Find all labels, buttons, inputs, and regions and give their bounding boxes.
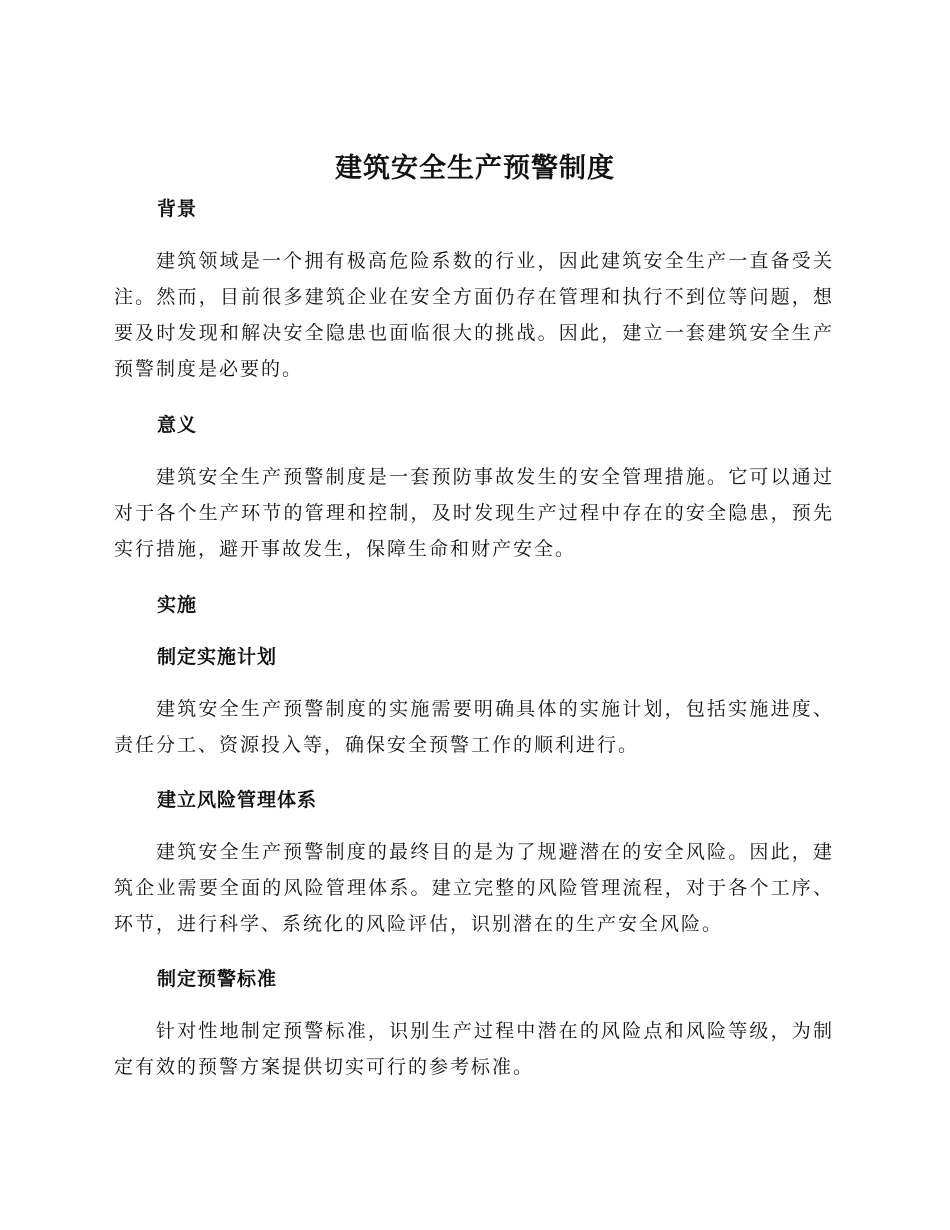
section-heading-background: 背景 (157, 198, 198, 220)
section-paragraph-significance: 建筑安全生产预警制度是一套预防事故发生的安全管理措施。它可以通过对于各个生产环节的管理和控制，及时发现生产过程中存在的安全隐患，预先实行措施，避开事故发生，保障生命和财产安全。 (114, 466, 834, 560)
section-paragraph-risk-management: 建筑安全生产预警制度的最终目的是为了规避潜在的安全风险。因此，建筑企业需要全面的风险管理体系。建立完整的风险管理流程，对于各个工序、环节，进行科学、系统化的风险评估，识别潜在的生产安全风险。 (114, 841, 834, 935)
section-heading-implementation: 实施 (157, 594, 198, 616)
section-paragraph-background: 建筑领域是一个拥有极高危险系数的行业，因此建筑安全生产一直备受关注。然而，目前很多建筑企业在安全方面仍存在管理和执行不到位等问题，想要及时发现和解决安全隐患也面临很大的挑战。因此，建立一套建筑安全生产预警制度是必要的。 (114, 250, 834, 380)
section-paragraph-implementation-plan: 建筑安全生产预警制度的实施需要明确具体的实施计划，包括实施进度、责任分工、资源投入等，确保安全预警工作的顺利进行。 (114, 698, 834, 756)
section-heading-significance: 意义 (157, 414, 198, 436)
section-heading-implementation-plan: 制定实施计划 (157, 646, 278, 668)
section-paragraph-warning-standards: 针对性地制定预警标准，识别生产过程中潜在的风险点和风险等级，为制定有效的预警方案提供切实可行的参考标准。 (114, 1020, 834, 1078)
section-heading-warning-standards: 制定预警标准 (157, 968, 278, 990)
document-title: 建筑安全生产预警制度 (335, 153, 615, 184)
section-heading-risk-management: 建立风险管理体系 (157, 789, 318, 811)
